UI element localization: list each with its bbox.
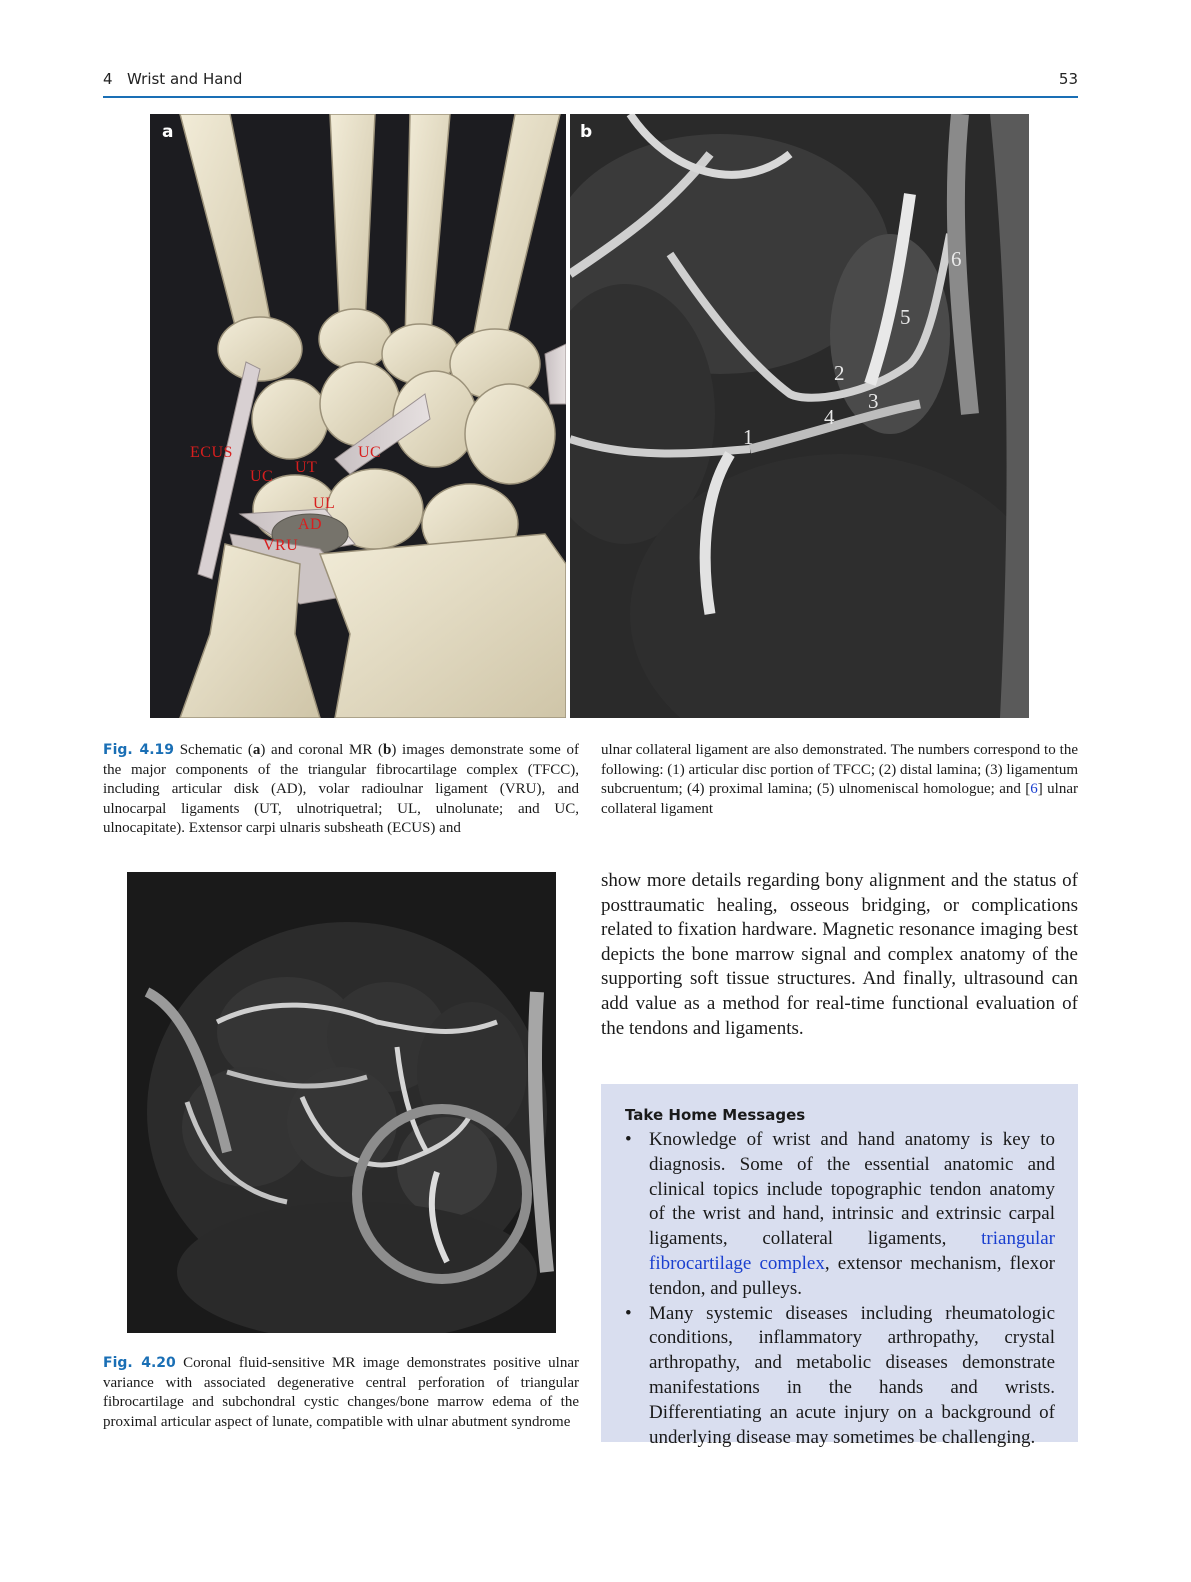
caption-text: Schematic ( bbox=[179, 742, 253, 758]
mr-label-6: 6 bbox=[951, 247, 962, 271]
mr-label-4: 4 bbox=[824, 405, 835, 429]
chapter-title: Wrist and Hand bbox=[127, 70, 243, 88]
caption-text: ) and coronal MR ( bbox=[260, 742, 384, 758]
figure-4-19-caption-right bbox=[601, 741, 1078, 819]
bullet-icon: • bbox=[625, 1129, 632, 1150]
bullet-icon: • bbox=[625, 1302, 632, 1324]
take-home-title: Take Home Messages bbox=[625, 1106, 806, 1124]
figure-4-20-caption bbox=[103, 1354, 579, 1432]
caption-text: ulnar collateral ligament are also demonstrated. The numbers correspond to the following: (1) articular disc portion of TFCC; (2) distal lamina; (3) ligamentum subcruentum; (4) proximal lamina; (5) ulnomeniscal homologue; and [ bbox=[601, 742, 1078, 797]
tfcc-link[interactable]: triangular fibrocartilage complex bbox=[649, 1228, 1055, 1274]
list-item bbox=[625, 1128, 1055, 1302]
figure-4-19-panel-b bbox=[570, 114, 1029, 718]
label-uc-left: UC bbox=[250, 468, 274, 485]
list-item bbox=[625, 1302, 1055, 1451]
coronal-mr-image bbox=[570, 114, 1029, 718]
caption-text: ] ulnar collateral ligament bbox=[601, 781, 1078, 817]
page-number: 53 bbox=[1058, 70, 1078, 88]
reference-link[interactable]: 6 bbox=[1030, 781, 1038, 797]
label-vru: VRU bbox=[263, 537, 299, 554]
caption-text: Coronal fluid-sensitive MR image demonstrates positive ulnar variance with associated degenerative central perforation of triangular fibrocartilage and subchondral cystic changes/bone marrow edema of the proximal articular aspect of lunate, compatible with ulnar abutment syndrome bbox=[103, 1355, 580, 1430]
figure-4-19-label: Fig. 4.19 bbox=[103, 742, 175, 758]
coronal-fluid-sensitive-mr-image bbox=[127, 872, 556, 1333]
label-uc-right: UC bbox=[358, 444, 382, 461]
take-home-list bbox=[625, 1128, 1055, 1450]
running-head bbox=[103, 70, 1078, 92]
caption-bold-b: b bbox=[383, 742, 392, 758]
label-ecus: ECUS bbox=[190, 444, 233, 461]
figure-4-19-panel-a bbox=[150, 114, 566, 718]
caption-text: ) images demonstrate some of the major components of the triangular fibrocartilage complex (TFCC), including articular disk (AD), volar radioulnar ligament (VRU), and ulnocarpal ligaments (UT, ulnotriquetral; UL, ulnolunate; and UC, ulnocapitate). Extensor carpi ulnaris subsheath (ECUS) and bbox=[103, 742, 580, 836]
list-item-text: Knowledge of wrist and hand anatomy is key to diagnosis. Some of the essential anatomic and clinical topics include topographic tendon anatomy of the wrist and hand, intrinsic and extrinsic carpal ligaments, collateral ligaments, bbox=[649, 1129, 1055, 1250]
mr-label-3: 3 bbox=[868, 389, 879, 413]
figure-4-19-caption-left bbox=[103, 741, 579, 839]
mr-label-5: 5 bbox=[900, 305, 911, 329]
panel-letter-a: a bbox=[162, 122, 174, 142]
header-rule bbox=[103, 96, 1078, 98]
take-home-messages-box bbox=[601, 1084, 1078, 1448]
label-ul: UL bbox=[313, 495, 336, 512]
body-paragraph: show more details regarding bony alignment and the status of posttraumatic healing, osseous bridging, or complications related to fixation hardware. Magnetic resonance imaging best depicts the bone marrow signal and complex anatomy of the supporting soft tissue structures. And finally, ultrasound can add value as a method for real-time functional evaluation of the tendons and ligaments. bbox=[601, 870, 1078, 1039]
panel-letter-b: b bbox=[580, 122, 593, 142]
label-ut: UT bbox=[295, 459, 318, 476]
chapter-number: 4 bbox=[103, 70, 113, 88]
label-ad: AD bbox=[298, 516, 323, 533]
mr-label-1: 1 bbox=[743, 425, 754, 449]
list-item-text: , extensor mechanism, flexor tendon, and pulleys. bbox=[649, 1252, 1055, 1299]
caption-bold-a: a bbox=[252, 742, 261, 758]
figure-4-20-image bbox=[127, 872, 556, 1333]
mr-label-2: 2 bbox=[834, 361, 845, 385]
wrist-schematic-illustration bbox=[150, 114, 566, 718]
list-item-text: Many systemic diseases including rheumatologic conditions, inflammatory arthropathy, crystal arthropathy, and metabolic diseases demonstrate manifestations in the hands and wrists. Differentiating an acute injury on a background of underlying disease may sometimes be challenging. bbox=[649, 1302, 1055, 1448]
figure-4-20-label: Fig. 4.20 bbox=[103, 1355, 176, 1371]
